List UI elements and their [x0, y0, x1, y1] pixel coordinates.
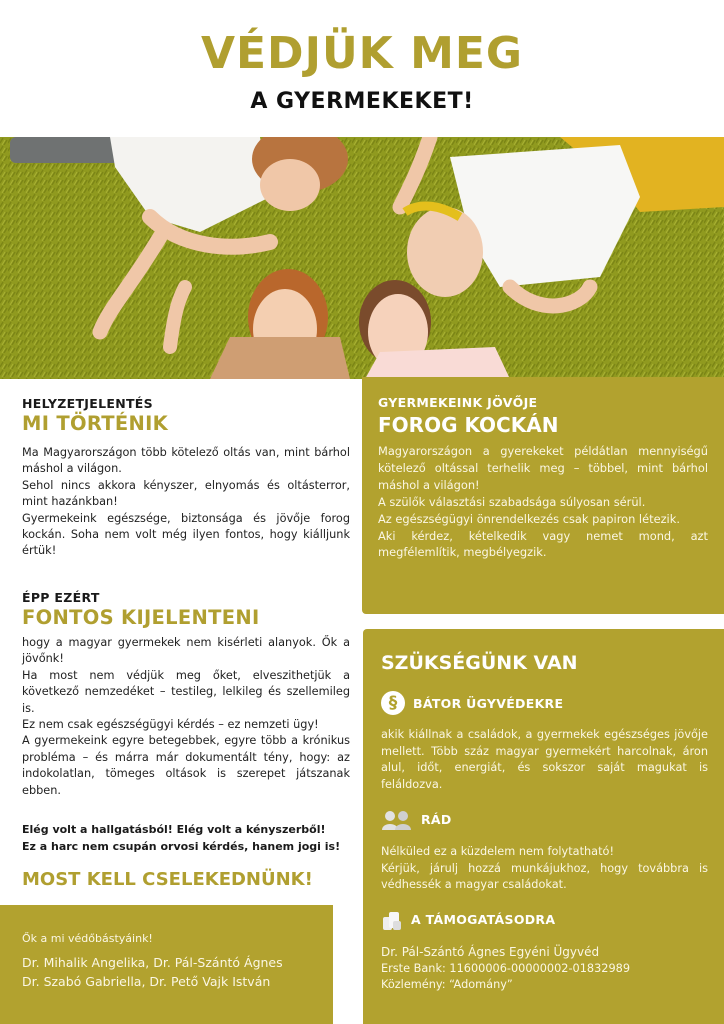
section-situation — [22, 396, 350, 560]
need-section-lawyers-body — [381, 727, 708, 794]
paragraph-sign-icon: § — [381, 691, 405, 715]
important-paragraph: Ha most nem védjük meg őket, elveszithetjük a következő nemzedéket – testileg, lelkileg és szellemileg is. — [22, 668, 350, 715]
need-section-you-heading — [381, 808, 708, 832]
defenders-name-line: Dr. Szabó Gabriella, Dr. Pető Vajk István — [22, 974, 271, 989]
need-section-label: RÁD — [421, 812, 452, 828]
call-bold-lines — [22, 822, 352, 855]
section-important — [22, 590, 350, 799]
need-section-support-body — [381, 944, 708, 994]
situation-paragraph: Gyermekeink egészsége, biztonsága és jövője forog kockán. Soha nem volt még ilyen fontos, hogy kiálljunk értük! — [22, 511, 350, 558]
future-headline: FOROG KOCKÁN — [378, 413, 559, 437]
important-paragraph: hogy a magyar gyermekek nem kisérleti alanyok. Ők a jövőnk! — [22, 636, 350, 666]
need-headline: SZÜKSÉGÜNK VAN — [381, 652, 578, 674]
situation-paragraph: Sehol nincs akkora kényszer, elnyomás és oltásterror, mint hazánkban! — [22, 478, 350, 509]
need-paragraph: Nélküled ez a küzdelem nem folytatható! — [381, 844, 614, 858]
defenders-names — [22, 953, 333, 991]
future-paragraph: Aki kérdez, kételkedik vagy nemet mond, azt megfélemlítik, megbélyegzik. — [378, 528, 708, 560]
defenders-box — [0, 905, 333, 1024]
hero-photo-illustration — [0, 137, 724, 379]
important-paragraph: Ez nem csak egészségügyi kérdés – ez nemzeti ügy! — [22, 718, 319, 732]
defenders-intro: Ők a mi védőbástyáink! — [22, 932, 153, 945]
page-subtitle: A GYERMEKEKET! — [250, 89, 474, 114]
need-section-you-body — [381, 844, 708, 894]
situation-paragraph: Ma Magyarországon több kötelező oltás van, mint bárhol máshol a világon. — [22, 446, 350, 476]
important-headline: FONTOS KIJELENTENI — [22, 606, 260, 629]
future-paragraph: Magyarországon a gyerekeket példátlan mennyiségű kötelező oltással terhelik meg – többel, mint bárhol máshol a világon! — [378, 444, 708, 492]
need-section-support-heading — [381, 908, 708, 932]
hero-photo-children-on-carpet — [0, 137, 724, 379]
future-box — [362, 377, 724, 614]
call-to-action: MOST KELL CSELEKEDNÜNK! — [22, 869, 313, 890]
need-paragraph: Kérjük, járulj hozzá munkájukhoz, hogy továbbra is védhessék a magyar családokat. — [381, 861, 708, 892]
bank-transfer-note: Közlemény: “Adomány” — [381, 978, 513, 992]
need-box — [363, 629, 724, 1024]
important-paragraph: A gyermekeink egyre betegebbek, egyre több a krónikus probléma – és márra már dokumentált tény, hogy: az indokolatlan, tömeges oltások is szerepet játszanak ebben. — [22, 734, 350, 797]
people-icon — [381, 810, 413, 830]
important-body — [22, 635, 350, 799]
need-paragraph: akik kiállnak a családok, a gyermekek egészséges jövője mellett. Több száz magyar gyermekért harcolnak, áron alul, időt, energiát, és sokszor saját magukat is feláldozva. — [381, 728, 708, 792]
important-kicker: ÉPP EZÉRT — [22, 590, 100, 605]
call-line: Elég volt a hallgatásból! Elég volt a kényszerből! — [22, 823, 326, 836]
future-body — [378, 443, 708, 561]
need-section-label: A TÁMOGATÁSODRA — [411, 912, 556, 928]
bank-account-number: Erste Bank: 11600006-00000002-01832989 — [381, 961, 631, 975]
future-paragraph: A szülők választási szabadsága súlyosan sérül. — [378, 494, 646, 509]
situation-headline: MI TÖRTÉNIK — [22, 412, 169, 435]
future-kicker: GYERMEKEINK JÖVŐJE — [378, 395, 538, 410]
coins-icon — [381, 909, 403, 931]
bank-account-holder: Dr. Pál-Szántó Ágnes Egyéni Ügyvéd — [381, 944, 600, 959]
situation-body — [22, 445, 350, 560]
need-section-lawyers-heading — [381, 691, 708, 715]
situation-kicker: HELYZETJELENTÉS — [22, 396, 153, 411]
defenders-name-line: Dr. Mihalik Angelika, Dr. Pál-Szántó Ágnes — [22, 955, 283, 970]
need-section-label: BÁTOR ÜGYVÉDEKRE — [413, 695, 564, 711]
page-title: VÉDJÜK MEG — [200, 28, 524, 79]
call-line: Ez a harc nem csupán orvosi kérdés, hanem jogi is! — [22, 839, 341, 853]
future-paragraph: Az egészségügyi önrendelkezés csak papiron létezik. — [378, 511, 680, 526]
